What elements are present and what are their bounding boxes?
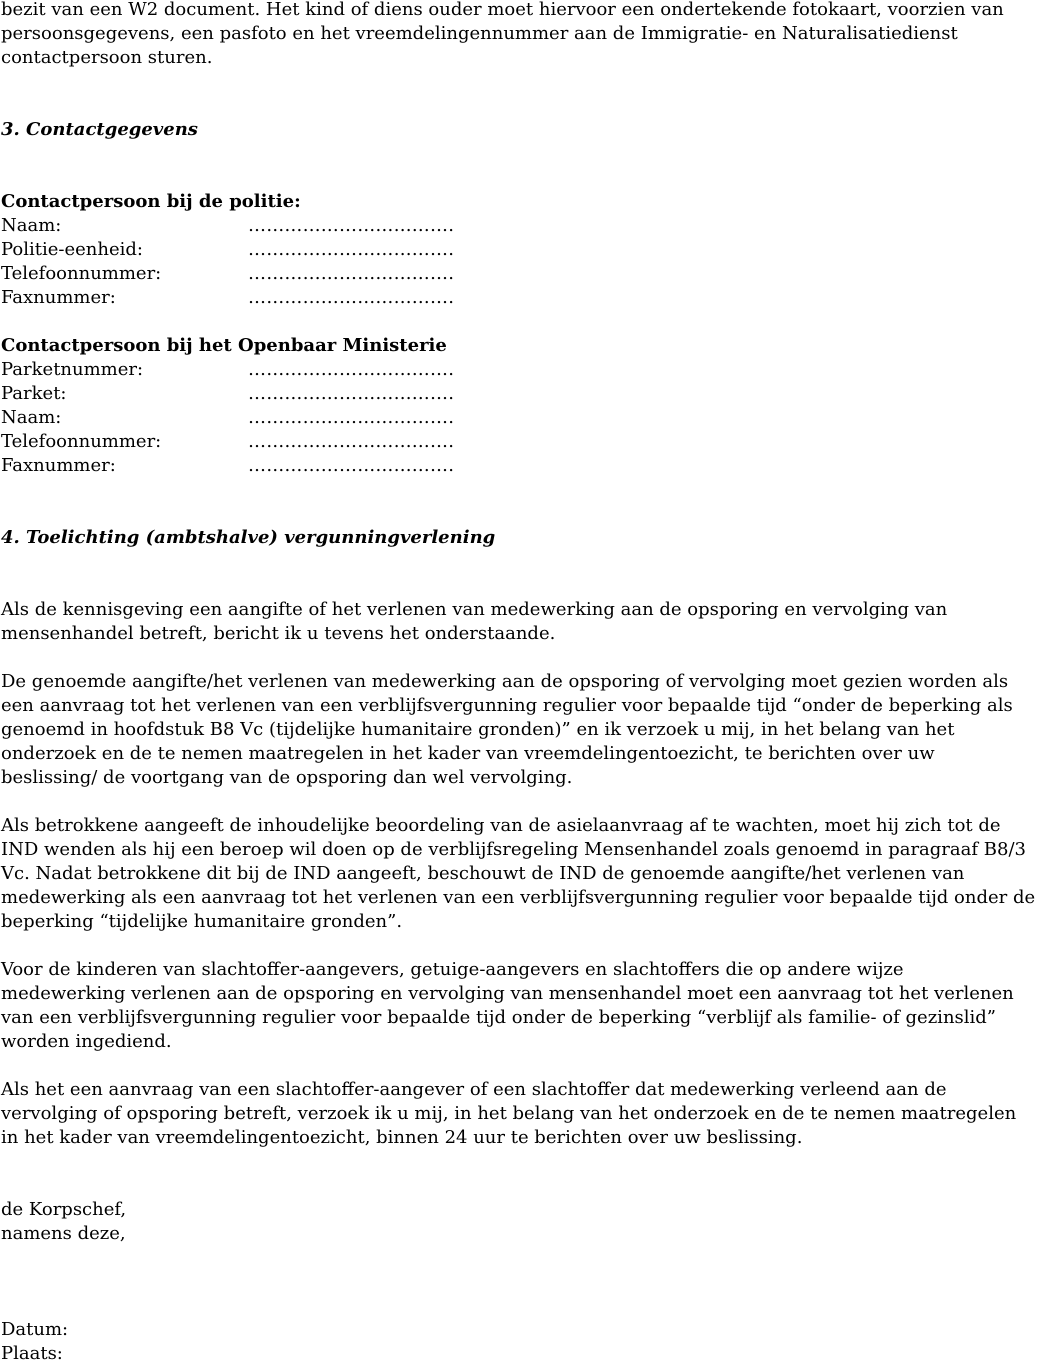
text-line: genoemd in hoofdstuk B8 Vc (tijdelijke humanitaire gronden)” en ik verzoek u mij, in het belang van het [1,719,955,740]
text-line: mensenhandel betreft, bericht ik u tevens het onderstaande. [1,623,556,644]
paragraph [1,958,1059,1054]
field-row-faxnummer [1,454,1059,478]
text-line: in het kader van vreemdelingentoezicht, binnen 24 uur te berichten over uw beslissing. [1,1127,803,1148]
field-row-naam [1,406,1059,430]
om-contact-block [1,334,1059,478]
text-line: persoonsgegevens, een pasfoto en het vreemdelingennummer aan de Immigratie- en Naturalisatiedienst [1,23,958,44]
text-line: Als betrokkene aangeeft de inhoudelijke beoordeling van de asielaanvraag af te wachten, moet hij zich tot de [1,815,1001,836]
field-label: Faxnummer: [1,455,116,476]
field-placeholder: ……………………………. [248,215,455,236]
field-row-politie-eenheid [1,238,1059,262]
field-row-naam [1,214,1059,238]
field-row-telefoonnummer [1,262,1059,286]
footer-block [1,1318,1059,1366]
paragraph [1,670,1059,790]
field-placeholder: ……………………………. [248,263,455,284]
field-label: Faxnummer: [1,287,116,308]
text-line: een aanvraag tot het verlenen van een verblijfsvergunning regulier voor bepaalde tijd “onder de beperking als [1,695,1013,716]
text-line: bezit van een W2 document. Het kind of diens ouder moet hiervoor een ondertekende fotokaart, voorzien van [1,0,1004,20]
signature-line: de Korpschef, [1,1199,127,1220]
field-placeholder: ……………………………. [248,239,455,260]
text-line: Als de kennisgeving een aangifte of het verlenen van medewerking aan de opsporing en vervolging van [1,599,948,620]
text-line: beperking “tijdelijke humanitaire gronden”. [1,911,403,932]
text-line: Als het een aanvraag van een slachtoffer-aangever of een slachtoffer dat medewerking verleend aan de [1,1079,947,1100]
field-placeholder: ……………………………. [248,407,455,428]
field-label: Telefoonnummer: [1,263,162,284]
text-line: contactpersoon sturen. [1,47,213,68]
text-line: medewerking als een aanvraag tot het verlenen van een verblijfsvergunning regulier voor bepaalde tijd onder de [1,887,1036,908]
section-3-heading: 3. Contactgegevens [1,119,198,140]
text-line: beslissing/ de voortgang van de opsporing dan wel vervolging. [1,767,573,788]
field-label: Politie-eenheid: [1,239,143,260]
text-line: Vc. Nadat betrokkene dit bij de IND aangeeft, beschouwt de IND de genoemde aangifte/het verlenen van [1,863,965,884]
field-row-telefoonnummer [1,430,1059,454]
field-placeholder: ……………………………. [248,287,455,308]
plaats-label: Plaats: [1,1343,63,1364]
text-line: worden ingediend. [1,1031,172,1052]
text-line: IND wenden als hij een beroep wil doen op de verblijfsregeling Mensenhandel zoals genoemd in paragraaf B8/3 [1,839,1026,860]
paragraph [1,1078,1059,1150]
text-line: medewerking verlenen aan de opsporing en vervolging van mensenhandel moet een aanvraag tot het verlenen [1,983,1014,1004]
paragraph [1,598,1059,646]
signature-block [1,1198,1059,1246]
police-contact-title: Contactpersoon bij de politie: [1,191,301,212]
field-label: Naam: [1,215,62,236]
field-row-parket [1,382,1059,406]
field-placeholder: ……………………………. [248,359,455,380]
field-label: Parket: [1,383,67,404]
police-contact-block [1,190,1059,310]
text-line: vervolging of opsporing betreft, verzoek ik u mij, in het belang van het onderzoek en de te nemen maatregelen [1,1103,1017,1124]
section-4-heading: 4. Toelichting (ambtshalve) vergunningverlening [1,527,496,548]
field-label: Telefoonnummer: [1,431,162,452]
datum-label: Datum: [1,1319,69,1340]
text-line: onderzoek en de te nemen maatregelen in het kader van vreemdelingentoezicht, te berichten over uw [1,743,935,764]
field-row-faxnummer [1,286,1059,310]
field-row-parketnummer [1,358,1059,382]
om-contact-title: Contactpersoon bij het Openbaar Ministerie [1,335,447,356]
field-placeholder: ……………………………. [248,455,455,476]
intro-paragraph [1,0,1059,70]
field-placeholder: ……………………………. [248,383,455,404]
text-line: Voor de kinderen van slachtoffer-aangevers, getuige-aangevers en slachtoffers die op andere wijze [1,959,904,980]
field-placeholder: ……………………………. [248,431,455,452]
text-line: van een verblijfsvergunning regulier voor bepaalde tijd onder de beperking “verblijf als familie- of gezinslid” [1,1007,997,1028]
field-label: Naam: [1,407,62,428]
signature-line: namens deze, [1,1223,126,1244]
field-label: Parketnummer: [1,359,144,380]
text-line: De genoemde aangifte/het verlenen van medewerking aan de opsporing of vervolging moet gezien worden als [1,671,1009,692]
paragraph [1,814,1059,934]
